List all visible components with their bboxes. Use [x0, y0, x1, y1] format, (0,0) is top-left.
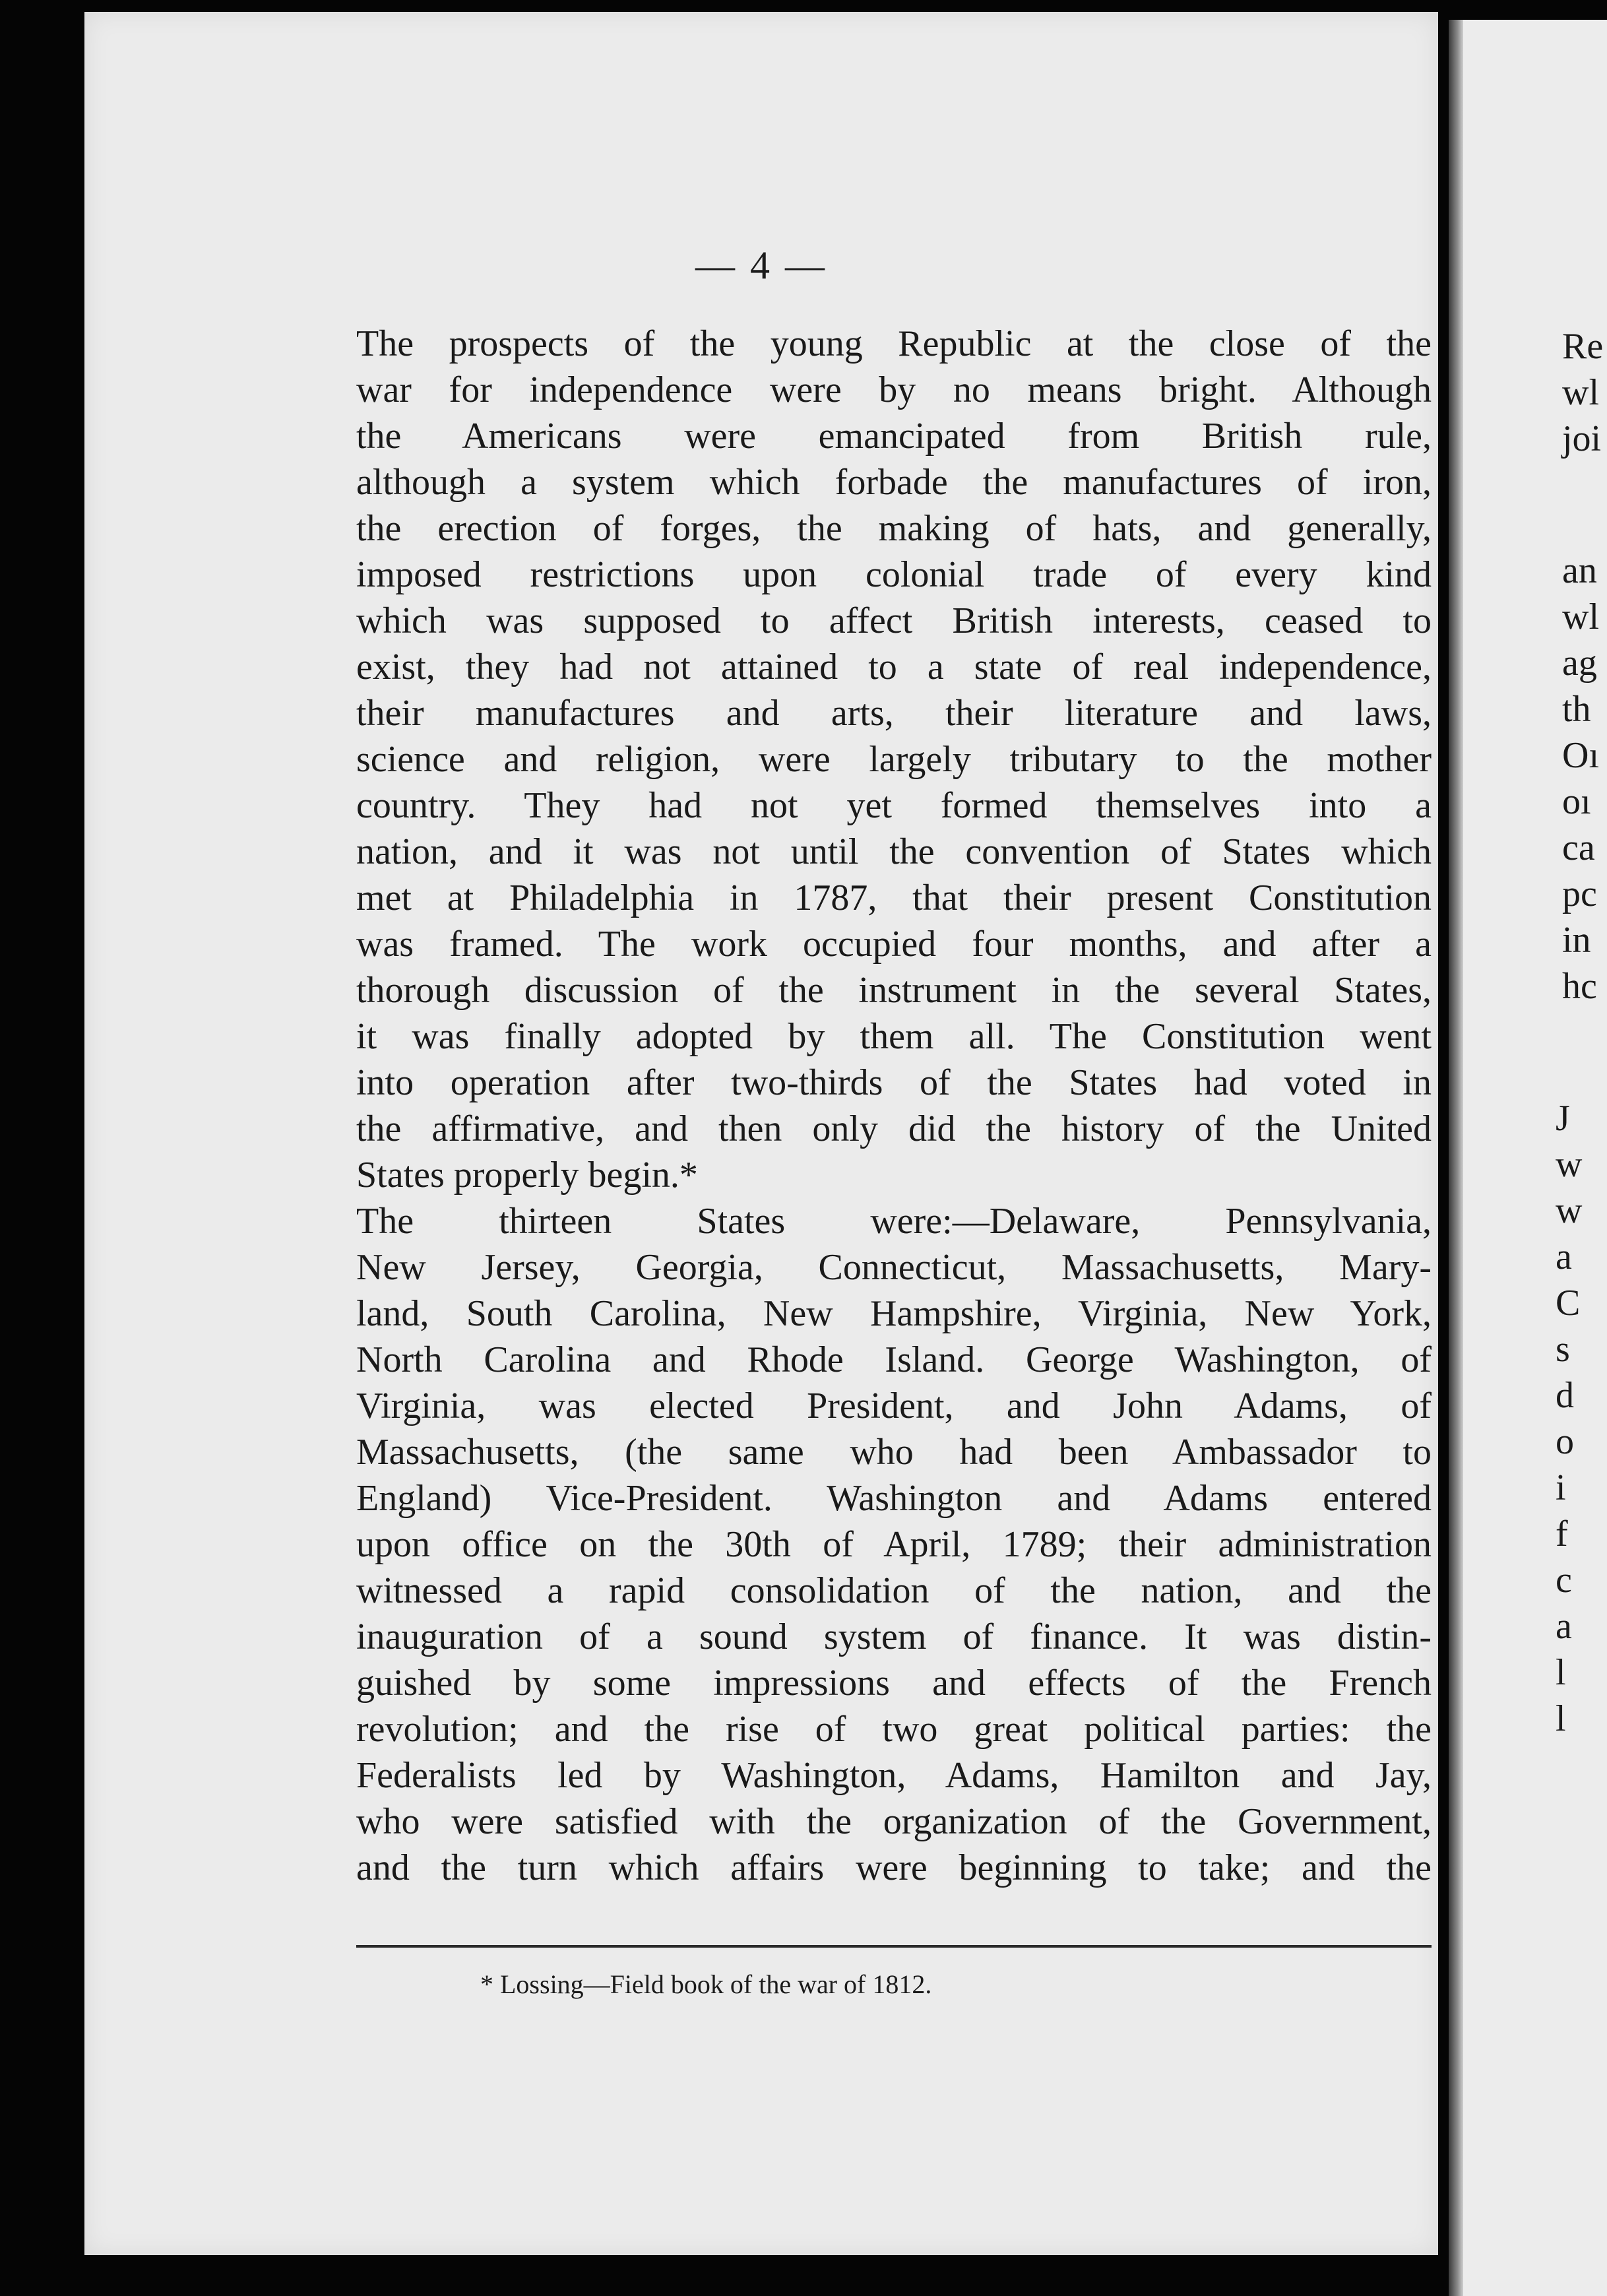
text-line: imposed restrictions upon colonial trade of every kind [356, 554, 1432, 595]
facing-page-fragment: a [1556, 1606, 1572, 1647]
text-line: thorough discussion of the instrument in the several States, [356, 970, 1432, 1011]
facing-page-fragment: J [1556, 1098, 1570, 1139]
text-line: the Americans were emancipated from British rule, [356, 416, 1432, 457]
text-line: witnessed a rapid consolidation of the nation, and the [356, 1570, 1432, 1611]
facing-page-fragment: f [1556, 1514, 1568, 1554]
facing-page-fragment: d [1556, 1375, 1574, 1416]
facing-page-fragment: Oı [1562, 735, 1599, 776]
facing-page-fragment: pc [1562, 874, 1597, 914]
text-line: Virginia, was elected President, and John Adams, of [356, 1386, 1432, 1426]
body-text [356, 321, 1432, 1891]
text-line: country. They had not yet formed themselves into a [356, 785, 1432, 826]
book-page [84, 12, 1438, 2255]
text-line: war for independence were by no means bright. Although [356, 369, 1432, 410]
facing-page-fragment: a [1556, 1236, 1572, 1277]
facing-page-fragment: ca [1562, 827, 1595, 868]
text-line: it was finally adopted by them all. The Constitution went [356, 1016, 1432, 1057]
facing-page-fragment: an [1562, 550, 1597, 591]
facing-page-fragment: o [1556, 1421, 1574, 1462]
text-line: the affirmative, and then only did the history of the United [356, 1108, 1432, 1149]
text-line: North Carolina and Rhode Island. George Washington, of [356, 1339, 1432, 1380]
facing-page-fragment: th [1562, 689, 1591, 730]
text-line: upon office on the 30th of April, 1789; their administration [356, 1524, 1432, 1565]
text-line: into operation after two-thirds of the States had voted in [356, 1062, 1432, 1103]
text-line: their manufactures and arts, their literature and laws, [356, 693, 1432, 734]
text-line: land, South Carolina, New Hampshire, Virginia, New York, [356, 1293, 1432, 1334]
text-line: and the turn which affairs were beginning to take; and the [356, 1847, 1432, 1888]
text-line: Federalists led by Washington, Adams, Hamilton and Jay, [356, 1755, 1432, 1796]
facing-page-fragment: w [1556, 1144, 1583, 1185]
text-line: The thirteen States were:—Delaware, Pennsylvania, [356, 1201, 1432, 1242]
page-number: — 4 — [695, 243, 827, 287]
facing-page-fragment: ag [1562, 643, 1597, 684]
facing-page-fragment: w [1556, 1190, 1583, 1231]
facing-page-fragment: joi [1562, 418, 1602, 459]
facing-page-fragment: oı [1562, 781, 1591, 822]
text-line: revolution; and the rise of two great political parties: the [356, 1709, 1432, 1750]
page-gutter-edge [1449, 20, 1463, 2296]
facing-page-fragment: c [1556, 1560, 1572, 1601]
text-line: which was supposed to affect British interests, ceased to [356, 600, 1432, 641]
facing-page-fragment: wl [1562, 596, 1599, 637]
facing-page-fragment: i [1556, 1467, 1566, 1508]
text-line: science and religion, were largely tributary to the mother [356, 739, 1432, 780]
facing-page-fragment: Re [1562, 326, 1604, 367]
text-line: the erection of forges, the making of hats, and generally, [356, 508, 1432, 549]
text-line: met at Philadelphia in 1787, that their present Constitution [356, 877, 1432, 918]
text-line: States properly begin.* [356, 1155, 698, 1196]
facing-page-fragment: wl [1562, 372, 1599, 413]
text-line: guished by some impressions and effects of the French [356, 1663, 1432, 1704]
text-line: nation, and it was not until the convention of States which [356, 831, 1432, 872]
footnote: * Lossing—Field book of the war of 1812. [480, 1969, 932, 1999]
facing-page-fragment: l [1556, 1652, 1566, 1693]
facing-page-fragment: l [1556, 1698, 1566, 1739]
facing-page-fragment: hc [1562, 966, 1597, 1007]
text-line: who were satisfied with the organization of the Government, [356, 1801, 1432, 1842]
text-line: although a system which forbade the manufactures of iron, [356, 462, 1432, 503]
facing-page-fragment: s [1556, 1329, 1570, 1370]
facing-page [1449, 20, 1607, 2296]
text-line: inauguration of a sound system of finance. It was distin- [356, 1616, 1432, 1657]
text-line: England) Vice-President. Washington and Adams entered [356, 1478, 1432, 1519]
facing-page-fragment: C [1556, 1283, 1581, 1323]
text-line: New Jersey, Georgia, Connecticut, Massachusetts, Mary- [356, 1247, 1432, 1288]
text-line: The prospects of the young Republic at the close of the [356, 323, 1432, 364]
text-line: Massachusetts, (the same who had been Ambassador to [356, 1432, 1432, 1473]
text-line: exist, they had not attained to a state of real independence, [356, 647, 1432, 687]
text-line: was framed. The work occupied four months, and after a [356, 924, 1432, 965]
facing-page-fragment: in [1562, 920, 1591, 961]
footnote-rule [356, 1945, 1432, 1948]
